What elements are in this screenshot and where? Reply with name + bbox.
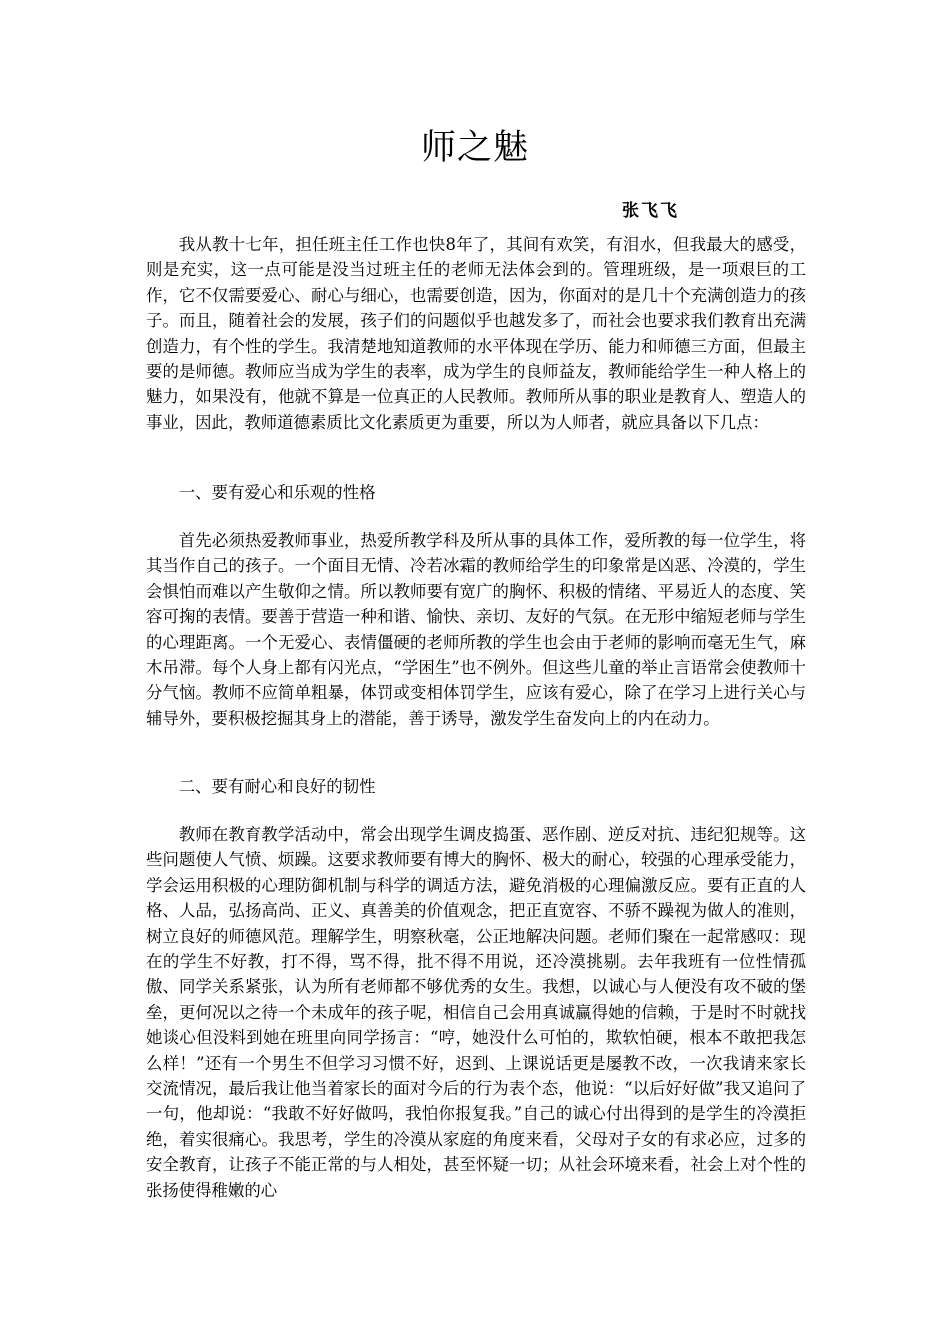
- section-heading-2: 二、要有耐心和良好的韧性: [178, 777, 376, 796]
- section-heading-1: 一、要有爱心和乐观的性格: [178, 483, 376, 502]
- author-name: 张飞飞: [622, 201, 679, 221]
- document-title: 师之魅: [420, 128, 529, 168]
- paragraph-love: 首先必须热爱教师事业，热爱所教学科及所从事的具体工作，爱所教的每一位学生，将其当作自己的孩子。一个面目无情、冷若冰霜的教师给学生的印象常是凶恶、冷漠的，学生会惧怕而难以产生敬仰之情。所以教师要有宽广的胸怀、积极的情绪、平易近人的态度、笑容可掬的表情。要善于营造一种和谐、愉快、亲切、友好的气氛。在无形中缩短老师与学生的心理距离。一个无爱心、表情僵硬的老师所教的学生也会由于老师的影响而毫无生气，麻木吊滞。每个人身上都有闪光点，“学困生”也不例外。但这些儿童的举止言语常会使教师十分气恼。教师不应简单粗暴，体罚或变相体罚学生，应该有爱心，除了在学习上进行关心与辅导外，要积极挖掘其身上的潜能，善于诱导，激发学生奋发向上的内在动力。: [146, 531, 806, 728]
- paragraph-intro: 我从教十七年，担任班主任工作也快8年了，其间有欢笑，有泪水，但我最大的感受，则是充实，这一点可能是没当过班主任的老师无法体会到的。管理班级，是一项艰巨的工作，它不仅需要爱心、耐心与细心，也需要创造，因为，你面对的是几十个充满创造力的孩子。而且，随着社会的发展，孩子们的问题似乎也越发多了，而社会也要求我们教育出充满创造力，有个性的学生。我清楚地知道教师的水平体现在学历、能力和师德三方面，但最主要的是师德。教师应当成为学生的表率，成为学生的良师益友，教师能给学生一种人格上的魅力，如果没有，他就不算是一位真正的人民教师。教师所从事的职业是教育人、塑造人的事业，因此，教师道德素质比文化素质更为重要，所以为人师者，就应具备以下几点：: [146, 235, 806, 432]
- paragraph-patience: 教师在教育教学活动中，常会出现学生调皮捣蛋、恶作剧、逆反对抗、违纪犯规等。这些问题使人气愤、烦躁。这要求教师要有博大的胸怀、极大的耐心，较强的心理承受能力，学会运用积极的心理防御机制与科学的调适方法，避免消极的心理偏激反应。要有正直的人格、人品，弘扬高尚、正义、真善美的价值观念，把正直宽容、不骄不躁视为做人的准则，树立良好的师德风范。理解学生，明察秋毫，公正地解决问题。老师们聚在一起常感叹：现在的学生不好教，打不得，骂不得，批不得不用说，还冷漠挑剔。去年我班有一位性情孤傲、同学关系紧张，认为所有老师都不够优秀的女生。我想，以诚心与人便没有攻不破的堡垒，更何况以之待一个未成年的孩子呢，相信自己会用真诚赢得她的信赖，于是时不时就找她谈心但没料到她在班里向同学扬言：“哼，她没什么可怕的，欺软怕硬，根本不敢把我怎么样！”还有一个男生不但学习习惯不好，迟到、上课说话更是屡教不改，一次我请来家长交流情况，最后我让他当着家长的面对今后的行为表个态，他说：“以后好好做”我又追问了一句，他却说：“我敢不好好做吗，我怕你报复我。”自己的诚心付出得到的是学生的冷漠拒绝，着实很痛心。我思考，学生的冷漠从家庭的角度来看，父母对子女的有求必应，过多的安全教育，让孩子不能正常的与人相处，甚至怀疑一切；从社会环境来看，社会上对个性的张扬使得稚嫩的心: [146, 825, 806, 1200]
